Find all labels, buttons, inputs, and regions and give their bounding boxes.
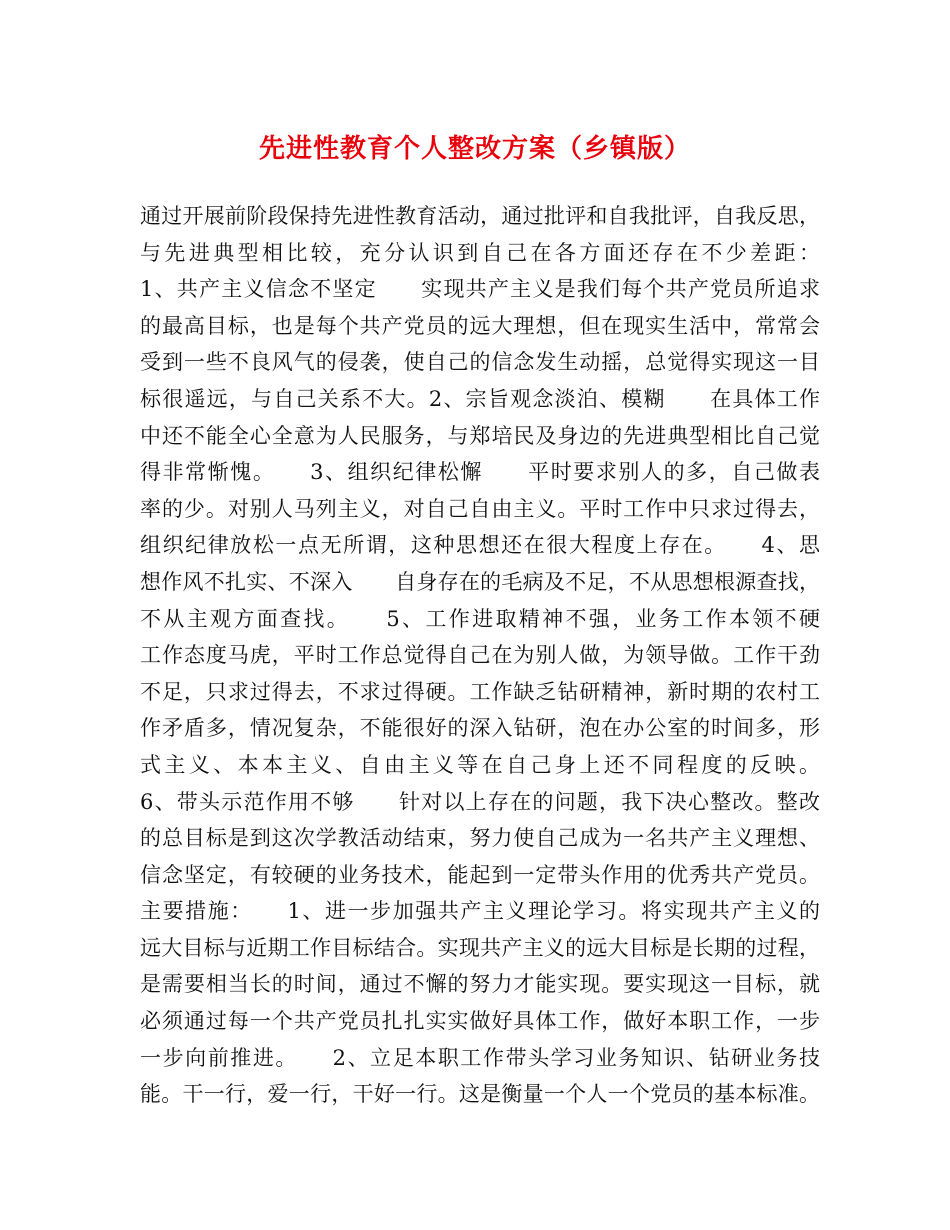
body-line: 远大目标与近期工作目标结合。实现共产主义的远大目标是长期的过程， <box>140 935 820 960</box>
body-line: 式主义、本本主义、自由主义等在自己身上还不同程度的反映。 <box>140 752 820 777</box>
body-line: 组织纪律放松一点无所谓，这种思想还在很大程度上存在。 4、思 <box>140 533 820 558</box>
body-line: 的最高目标，也是每个共产党员的远大理想，但在现实生活中，常常会 <box>140 313 820 338</box>
body-line: 通过开展前阶段保持先进性教育活动，通过批评和自我批评，自我反思， <box>140 204 820 228</box>
body-line: 工作态度马虎，平时工作总觉得自己在为别人做，为领导做。工作干劲 <box>140 643 820 668</box>
body-line: 1、共产主义信念不坚定 实现共产主义是我们每个共产党员所追求 <box>140 277 820 302</box>
body-line: 信念坚定，有较硬的业务技术，能起到一定带头作用的优秀共产党员。 <box>140 862 820 887</box>
body-line: 中还不能全心全意为人民服务，与郑培民及身边的先进典型相比自己觉 <box>140 423 820 448</box>
document-body <box>140 198 820 1113</box>
document-title: 先进性教育个人整改方案（乡镇版） <box>258 134 691 164</box>
body-line: 不从主观方面查找。 5、工作进取精神不强，业务工作本领不硬 <box>140 606 820 631</box>
body-line: 与先进典型相比较，充分认识到自己在各方面还存在不少差距： <box>140 240 820 265</box>
body-line: 得非常惭愧。 3、组织纪律松懈 平时要求别人的多，自己做表 <box>140 460 820 485</box>
body-line: 一步向前推进。 2、立足本职工作带头学习业务知识、钻研业务技 <box>140 1045 820 1070</box>
body-line: 的总目标是到这次学教活动结束，努力使自己成为一名共产主义理想、 <box>140 826 820 851</box>
body-line: 是需要相当长的时间，通过不懈的努力才能实现。要实现这一目标，就 <box>140 972 820 997</box>
body-line: 作矛盾多，情况复杂，不能很好的深入钻研，泡在办公室的时间多，形 <box>140 716 820 741</box>
body-line: 不足，只求过得去，不求过得硬。工作缺乏钻研精神，新时期的农村工 <box>140 679 820 704</box>
body-line: 率的少。对别人马列主义，对自己自由主义。平时工作中只求过得去， <box>140 496 820 521</box>
body-line: 必须通过每一个共产党员扎扎实实做好具体工作，做好本职工作，一步 <box>140 1009 820 1034</box>
body-line: 标很遥远，与自己关系不大。2、宗旨观念淡泊、模糊 在具体工作 <box>140 386 820 411</box>
body-line: 主要措施： 1、进一步加强共产主义理论学习。将实现共产主义的 <box>140 899 820 924</box>
body-line: 6、带头示范作用不够 针对以上存在的问题，我下决心整改。整改 <box>140 789 820 814</box>
body-line: 想作风不扎实、不深入 自身存在的毛病及不足，不从思想根源查找， <box>140 569 820 594</box>
body-line: 能。干一行，爱一行，干好一行。这是衡量一个人一个党员的基本标准。 <box>140 1082 820 1107</box>
body-line: 受到一些不良风气的侵袭，使自己的信念发生动摇，总觉得实现这一目 <box>140 350 820 375</box>
